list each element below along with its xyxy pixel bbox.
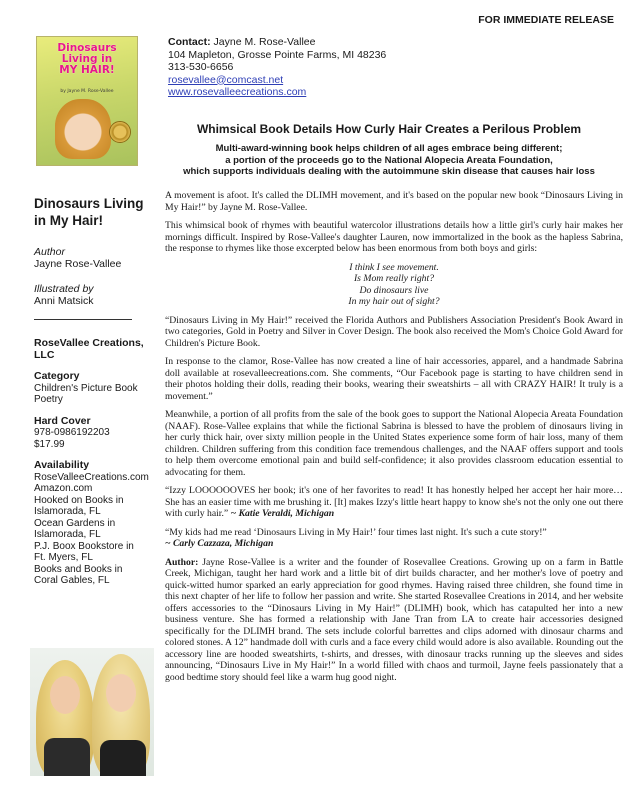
subheadline: Multi-award-winning book helps children of all ages embrace being different; a portion of the proceeds go to the National Alopecia Areata Foundation, which supports individuals dealing with the autoimmune skin disease that causes hair loss [183, 143, 595, 177]
author-name: Jayne Rose-Vallee [34, 257, 122, 270]
availability-block: Availability RoseValleeCreations.com Amazon.com Hooked on Books in Islamorada, FL Ocean Gardens in Islamorada, FL P.J. Boox Bookstore in Ft. Myers, FL Books and Books in Coral Gables, FL [34, 459, 149, 586]
contact-phone: 313-530-6656 [168, 61, 234, 73]
paragraph-description: This whimsical book of rhymes with beautiful watercolor illustrations details how a little girl's curly hair makes her mornings difficult. Inspired by Rose-Vallee's daughter Lauren, now immortalized in the book as the hapless Sabrina, the response to rhymes like those excerpted below has been enormous from both boys and girls: [165, 220, 623, 254]
book-cover-image [36, 36, 138, 166]
book-title: Dinosaurs Living in My Hair! [34, 196, 144, 228]
publisher: RoseVallee Creations, LLC [34, 337, 144, 361]
contact-block [168, 36, 386, 99]
article-body [165, 190, 623, 690]
poem-excerpt: I think I see movement. Is Mom really right? Do dinosaurs live In my hair out of sight? [348, 261, 440, 307]
cover-girl-illustration [55, 99, 111, 159]
headline: Whimsical Book Details How Curly Hair Creates a Perilous Problem [196, 122, 582, 136]
contact-address: 104 Mapleton, Grosse Pointe Farms, MI 48236 [168, 48, 387, 61]
illustrator-role: Illustrated by [34, 283, 94, 295]
category-block: Category Children's Picture Book Poetry [34, 370, 138, 405]
contact-website-link[interactable]: www.rosevalleecreations.com [168, 86, 307, 98]
author-bio: Author: Jayne Rose-Vallee is a writer and the founder of Rosevallee Creations. Growing up on a farm in Battle Creek, Michigan, taught her hard work and a little bit of dirt builds character, and her mother's love of poetry and quick-witted humor sparked an early appreciation for good rhymes. Having raised three children, she found time in this next chapter of her life to follow her passion and write. She started Rosevallee Creations in 2014, and her website offers accessories to the “Dinosaurs Living in My Hair!” (DLIMH) book, which has catapulted her into a new business venture. She has formed a relationship with Jane Tran from LA to create hair accessories designed specifically for the DLIMH brand. The sets include colorful barrettes and clips adorned with dinosaur charms and colored stones. A 12” handmade doll with curls and a face every child would adore is also available. Rounding out the accessory line are hooded sweatshirts, t-shirts, and dresses, with dinosaur tracks running up the sleeves and sides announcing, “Dinosaurs Live in My Hair!” In a world filled with chaos and turmoil, Jayne feels passionately that a good bedtime story should feel like a warm hug good night. [165, 556, 624, 683]
sidebar [34, 196, 152, 587]
cover-title: Dinosaurs Living in MY HAIR! [57, 42, 117, 76]
sidebar-divider [34, 319, 132, 320]
contact-name: Jayne M. Rose-Vallee [213, 36, 316, 48]
author-role: Author [34, 246, 65, 258]
award-seal-icon [109, 121, 131, 143]
isbn: 978-0986192203 [34, 427, 110, 438]
cover-byline: by Jayne M. Rose-Vallee [60, 89, 114, 94]
author-photo [30, 648, 154, 776]
illustrator-name: Anni Matsick [34, 294, 94, 307]
testimonial-1: “Izzy LOOOOOOVES her book; it's one of her favorites to read! It has honestly helped her accept her hair more…She has an easier time with me brushing it. [It] makes Izzy's little heart happy to know she's not the only one out there with curly hair.” ~ Katie Veraldi, Michigan [165, 485, 623, 519]
release-label: FOR IMMEDIATE RELEASE [478, 14, 614, 26]
paragraph-naaf: Meanwhile, a portion of all profits from the sale of the book goes to support the National Alopecia Areata Foundation (NAAF). Rose-Vallee explains that while the fictional Sabrina is blessed to have the problem of dinosaurs living in her curly thick hair, over sixty million people in the United States experience some form of hair loss, many of them children. Children suffering from this condition face tremendous challenges, and the NAAF offers support and tools to help them overcome emotional pain and build self-confidence; it also provides classroom education essential to advocating for them. [165, 409, 623, 478]
contact-email-link[interactable]: rosevallee@comcast.net [168, 73, 284, 86]
price: $17.99 [34, 438, 65, 450]
paragraph-merchandise: In response to the clamor, Rose-Vallee has now created a line of hair accessories, apparel, and a handmade Sabrina doll available at rosevalleecreations.com. She comments, “Our Facebook page is starting to have children send in their photos holding their dolls, reading their books, wearing their sweatshirts – all with CRAZY HAIR! It truly is a movement.” [165, 356, 623, 402]
contact-label: Contact: [168, 36, 211, 48]
testimonial-2: “My kids had me read ‘Dinosaurs Living in My Hair!’ four times last night. It's such a cute story!” ~ Carly Cazzaza, Michigan [165, 526, 547, 549]
hardcover-block: Hard Cover 978-0986192203 $17.99 [34, 416, 152, 451]
paragraph-intro: A movement is afoot. It's called the DLIMH movement, and it's based on the popular new book “Dinosaurs Living in My Hair!” by Jayne M. Rose-Vallee. [165, 190, 623, 213]
paragraph-awards: “Dinosaurs Living in My Hair!” received the Florida Authors and Publishers Association President's Book Award in two categories, Gold in Poetry and Silver in Cover Design. The book also received the Mom's Choice Gold Award for Children's Picture Book. [165, 314, 623, 349]
